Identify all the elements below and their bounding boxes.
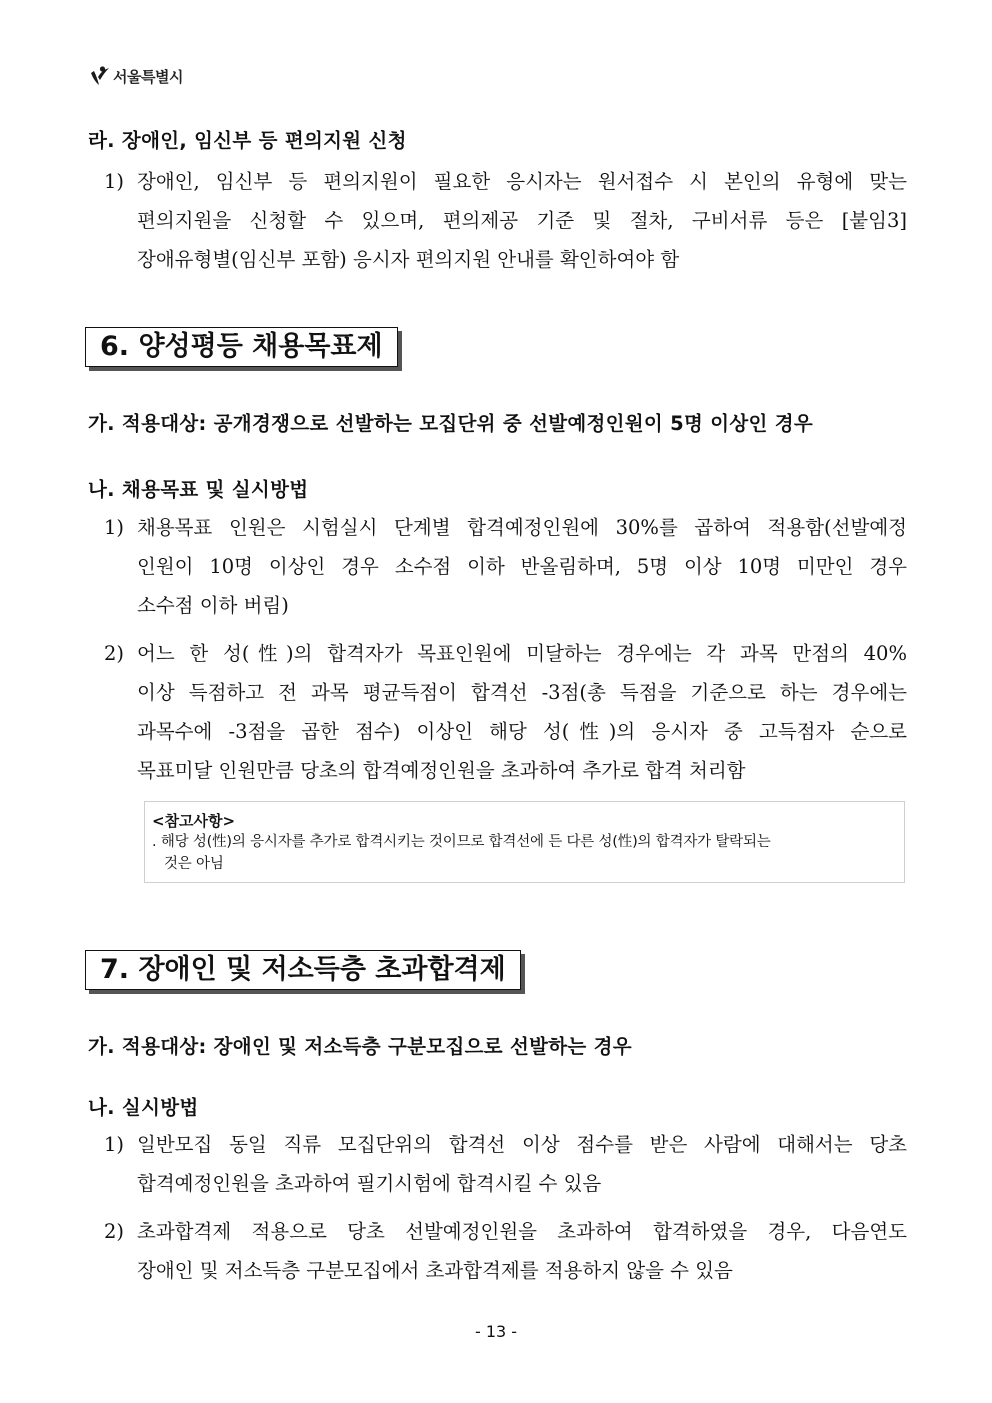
note-line-2: 것은 아님 bbox=[164, 856, 224, 872]
s6-item-2-line-3: 과목수에 -3점을 곱한 점수) 이상인 해당 성(性)의 응시자 중 고득점자 순으로 bbox=[137, 720, 907, 743]
section-6-title: 6. 양성평등 채용목표제 bbox=[85, 327, 398, 367]
section-7-title: 7. 장애인 및 저소득층 초과합격제 bbox=[85, 950, 521, 990]
s6-item-1-line-2: 인원이 10명 이상인 경우 소수점 이하 반올림하며, 5명 이상 10명 미만인 경우 bbox=[137, 555, 907, 578]
ra-item-1-line-2: 편의지원을 신청할 수 있으며, 편의제공 기준 및 절차, 구비서류 등은 [붙임3] bbox=[137, 209, 907, 232]
seoul-logo-icon bbox=[88, 64, 110, 88]
ra-item-1-line-3: 장애유형별(임신부 포함) 응시자 편의지원 안내를 확인하여야 함 bbox=[137, 248, 680, 271]
list-number: 2) bbox=[104, 642, 125, 665]
line-text: 일반모집 동일 직류 모집단위의 합격선 이상 점수를 받은 사람에 대해서는 당초 bbox=[137, 1133, 907, 1156]
ra-item-1-line-1 bbox=[104, 162, 907, 201]
line-text: 채용목표 인원은 시험실시 단계별 합격예정인원에 30%를 곱하여 적용함(선발예정 bbox=[137, 516, 907, 539]
logo-text: 서울특별시 bbox=[113, 67, 183, 86]
s7-item-1-line-1 bbox=[104, 1125, 907, 1164]
s6-item-1-line-1 bbox=[104, 508, 907, 547]
s6-item-1-line-3: 소수점 이하 버림) bbox=[137, 594, 289, 617]
s7-item-2-line-2: 장애인 및 저소득층 구분모집에서 초과합격제를 적용하지 않을 수 있음 bbox=[137, 1259, 733, 1282]
reference-note-box bbox=[144, 801, 905, 883]
section-6-na: 나. 채용목표 및 실시방법 bbox=[88, 478, 309, 501]
section-7-ga: 가. 적용대상: 장애인 및 저소득층 구분모집으로 선발하는 경우 bbox=[88, 1035, 632, 1058]
line-text: 초과합격제 적용으로 당초 선발예정인원을 초과하여 합격하였을 경우, 다음연도 bbox=[137, 1220, 907, 1243]
section-6-ga: 가. 적용대상: 공개경쟁으로 선발하는 모집단위 중 선발예정인원이 5명 이상인 경우 bbox=[88, 412, 813, 435]
section-7-na: 나. 실시방법 bbox=[88, 1096, 199, 1119]
note-line-1: . 해당 성(性)의 응시자를 추가로 합격시키는 것이므로 합격선에 든 다른 성(性)의 합격자가 탈락되는 bbox=[152, 834, 771, 850]
s7-item-1-line-2: 합격예정인원을 초과하여 필기시험에 합격시킬 수 있음 bbox=[137, 1172, 602, 1195]
page-number: - 13 - bbox=[474, 1322, 518, 1341]
line-text: 어느 한 성(性)의 합격자가 목표인원에 미달하는 경우에는 각 과목 만점의 40% bbox=[137, 642, 907, 665]
s6-item-2-line-2: 이상 득점하고 전 과목 평균득점이 합격선 -3점(총 득점을 기준으로 하는 경우에는 bbox=[137, 681, 907, 704]
s6-item-2-line-1 bbox=[104, 634, 907, 673]
list-number: 1) bbox=[104, 516, 125, 539]
line-text: 장애인, 임신부 등 편의지원이 필요한 응시자는 원서접수 시 본인의 유형에 맞는 bbox=[137, 170, 907, 193]
s7-item-2-line-1 bbox=[104, 1212, 907, 1251]
subheading-ra: 라. 장애인, 임신부 등 편의지원 신청 bbox=[88, 129, 407, 152]
list-number: 1) bbox=[104, 170, 125, 193]
list-number: 2) bbox=[104, 1220, 125, 1243]
note-title: <참고사항> bbox=[152, 812, 236, 830]
s6-item-2-line-4: 목표미달 인원만큼 당초의 합격예정인원을 초과하여 추가로 합격 처리함 bbox=[137, 759, 746, 782]
header-logo bbox=[88, 62, 183, 90]
list-number: 1) bbox=[104, 1133, 125, 1156]
